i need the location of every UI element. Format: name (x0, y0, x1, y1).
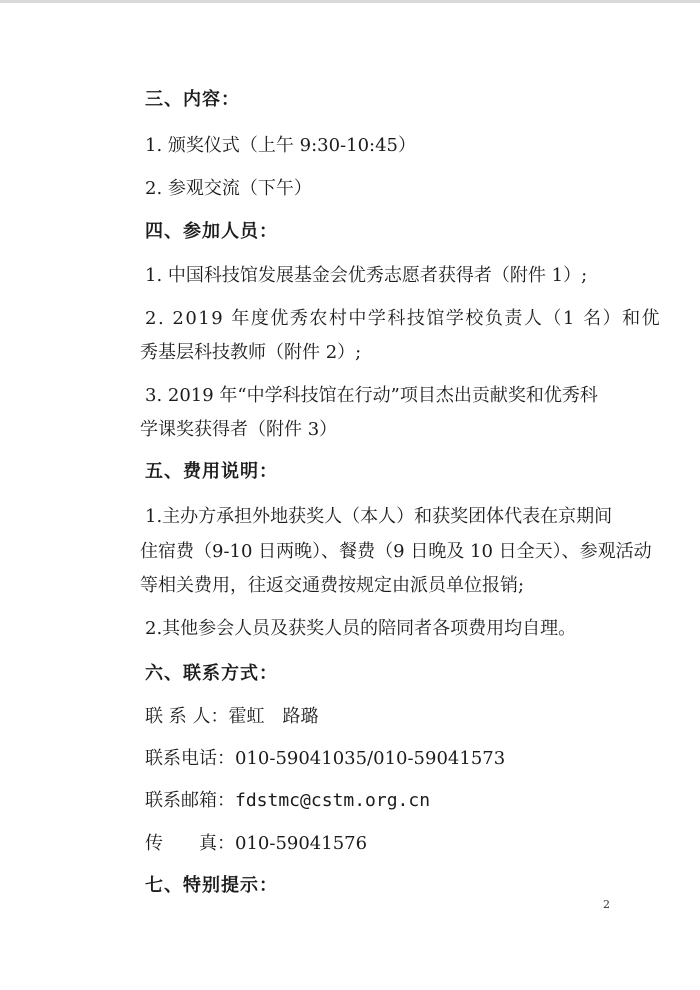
section-heading-participants: 四、参加人员： (145, 221, 278, 242)
participants-item-1: 1. 中国科技馆发展基金会优秀志愿者获得者（附件 1）; (145, 265, 588, 286)
section-heading-contact: 六、联系方式： (145, 663, 278, 684)
expenses-item-1-line-1: 1.主办方承担外地获奖人（本人）和获奖团体代表在京期间 (145, 506, 613, 527)
section-heading-special-notice: 七、特别提示： (145, 875, 278, 896)
contact-fax (145, 832, 367, 856)
contact-fax-label: 传 真： (145, 833, 235, 854)
participants-item-3-line-1: 3. 2019 年“中学科技馆在行动”项目杰出贡献奖和优秀科 (145, 385, 598, 406)
participants-item-3-line-2: 学课奖获得者（附件 3） (140, 419, 338, 440)
contact-fax-value: 010-59041576 (235, 833, 368, 854)
contact-email-label: 联系邮箱： (145, 790, 235, 811)
contact-email (145, 789, 430, 813)
contact-phone-value: 010-59041035/010-59041573 (235, 748, 506, 769)
expenses-item-1-line-2: 住宿费（9-10 日两晚）、餐费（9 日晚及 10 日全天）、参观活动 (140, 541, 652, 562)
contact-email-value: fdstmc@cstm.org.cn (235, 790, 431, 811)
contact-phone-label: 联系电话： (145, 748, 235, 769)
participants-item-2-line-2: 秀基层科技教师（附件 2）; (140, 342, 362, 363)
expenses-item-2: 2.其他参会人员及获奖人员的陪同者各项费用均自理。 (145, 618, 577, 639)
section-heading-expenses: 五、费用说明： (145, 461, 278, 482)
scan-top-edge (0, 0, 700, 3)
page-number: 2 (603, 898, 610, 911)
participants-item-2-line-1: 2. 2019 年度优秀农村中学科技馆学校负责人（1 名）和优 (145, 308, 662, 329)
contact-phone (145, 747, 505, 771)
contact-person-value: 霍虹 路璐 (228, 706, 319, 727)
content-item-1: 1. 颁奖仪式（上午 9:30-10:45） (145, 135, 416, 156)
expenses-item-1-line-3: 等相关费用，往返交通费按规定由派员单位报销; (140, 575, 525, 596)
contact-person (145, 705, 318, 729)
content-item-2: 2. 参观交流（下午） (145, 178, 312, 199)
section-heading-content: 三、内容： (145, 89, 240, 110)
contact-person-label: 联 系 人： (145, 706, 229, 727)
